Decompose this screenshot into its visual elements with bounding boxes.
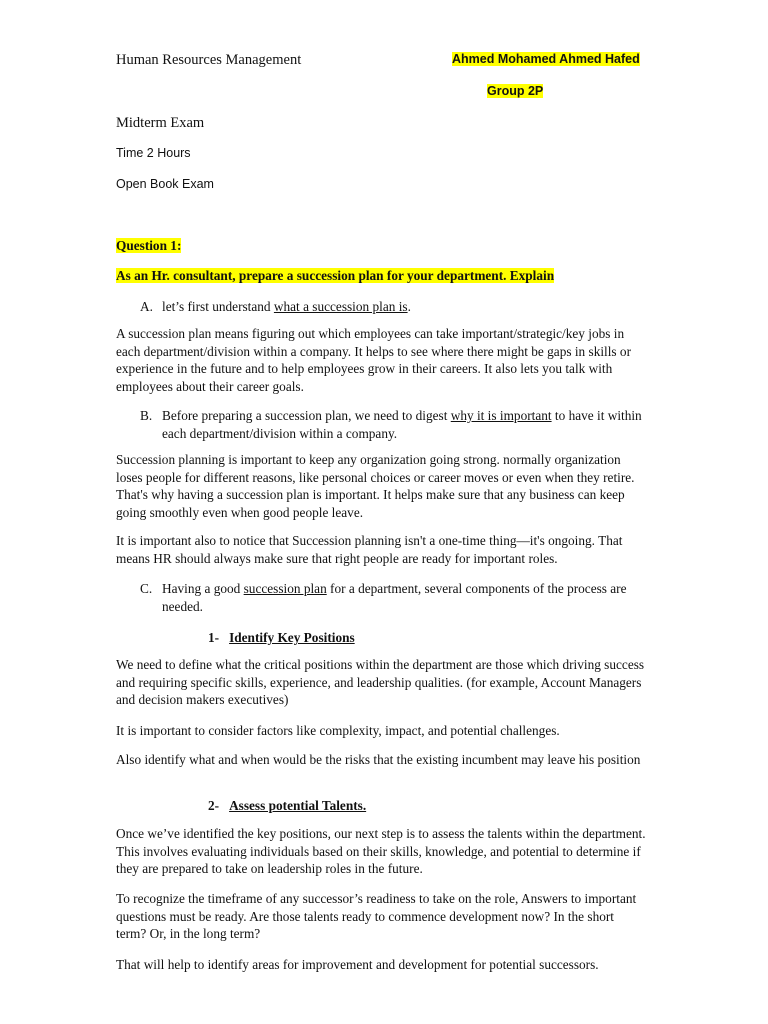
question-prompt — [116, 268, 554, 284]
list-marker: B. — [140, 408, 153, 423]
step-heading-1 — [208, 630, 355, 646]
step-title: Assess potential Talents. — [229, 798, 367, 813]
exam-time: Time 2 Hours — [116, 146, 191, 160]
list-marker: C. — [140, 581, 153, 596]
group-label-text: Group 2P — [487, 84, 544, 98]
step-heading-2 — [208, 798, 366, 814]
step-title: Identify Key Positions — [229, 630, 355, 645]
list-item-text: for a department, several components of the process are needed. — [162, 581, 627, 614]
underlined-term: why it is important — [450, 408, 552, 423]
paragraph: We need to define what the critical positions within the department are those which driving success and requiring specific skills, experience, and leadership qualities. (for example, Account Managers and decision makers executives) — [116, 657, 645, 707]
question-label — [116, 238, 181, 254]
step-marker: 1- — [208, 630, 220, 645]
paragraph: Also identify what and when would be the risks that the existing incumbent may leave his position — [116, 752, 641, 767]
list-item-text: . — [407, 299, 411, 314]
list-item-text: let’s first understand — [162, 299, 274, 314]
question-prompt-text: As an Hr. consultant, prepare a succession plan for your department. Explain — [116, 268, 555, 283]
paragraph: It is important to consider factors like complexity, impact, and potential challenges. — [116, 723, 560, 738]
paragraph: Once we’ve identified the key positions, our next step is to assess the talents within the department. This involves evaluating individuals based on their skills, knowledge, and potential to determine if they are prepared to take on leadership roles in the future. — [116, 826, 646, 876]
paragraph: To recognize the timeframe of any successor’s readiness to take on the role, Answers to important questions must be ready. Are those talents ready to commence development now? In the short term? Or, in the long term? — [116, 891, 637, 941]
step-marker: 2- — [208, 798, 220, 813]
open-book-note: Open Book Exam — [116, 177, 214, 191]
list-item-text: Before preparing a succession plan, we need to digest — [162, 408, 451, 423]
list-item-text: Having a good — [162, 581, 244, 596]
list-item-text: to have it within each department/division within a company. — [162, 408, 642, 441]
underlined-term: what a succession plan is — [273, 299, 408, 314]
list-item-b — [140, 407, 645, 442]
exam-title: Midterm Exam — [116, 115, 205, 131]
paragraph: A succession plan means figuring out which employees can take important/strategic/key jobs in each department/division within a company. It helps to see where there might be gaps in skills or experience in the future and to help employees grow in their careers. It also lets you talk with employees about their career goals. — [116, 326, 632, 394]
paragraph: Succession planning is important to keep any organization going strong. normally organization loses people for different reasons, like personal choices or career moves or even when they retire. That's why having a succession plan is important. It helps make sure that any business can keep going smoothly even when good people leave. — [116, 452, 635, 520]
list-item-c — [140, 580, 645, 615]
paragraph: That will help to identify areas for improvement and development for potential successors. — [116, 957, 599, 972]
author-name-text: Ahmed Mohamed Ahmed Hafed — [452, 52, 640, 66]
list-marker: A. — [140, 299, 153, 314]
question-label-text: Question 1: — [116, 238, 182, 253]
author-name — [452, 52, 640, 66]
list-item-a — [140, 298, 645, 316]
group-label — [487, 84, 543, 98]
underlined-term: succession plan — [243, 581, 327, 596]
paragraph: It is important also to notice that Succession planning isn't a one-time thing—it's ongoing. That means HR should always make sure that right people are ready for important roles. — [116, 533, 623, 566]
course-title: Human Resources Management — [116, 52, 302, 68]
